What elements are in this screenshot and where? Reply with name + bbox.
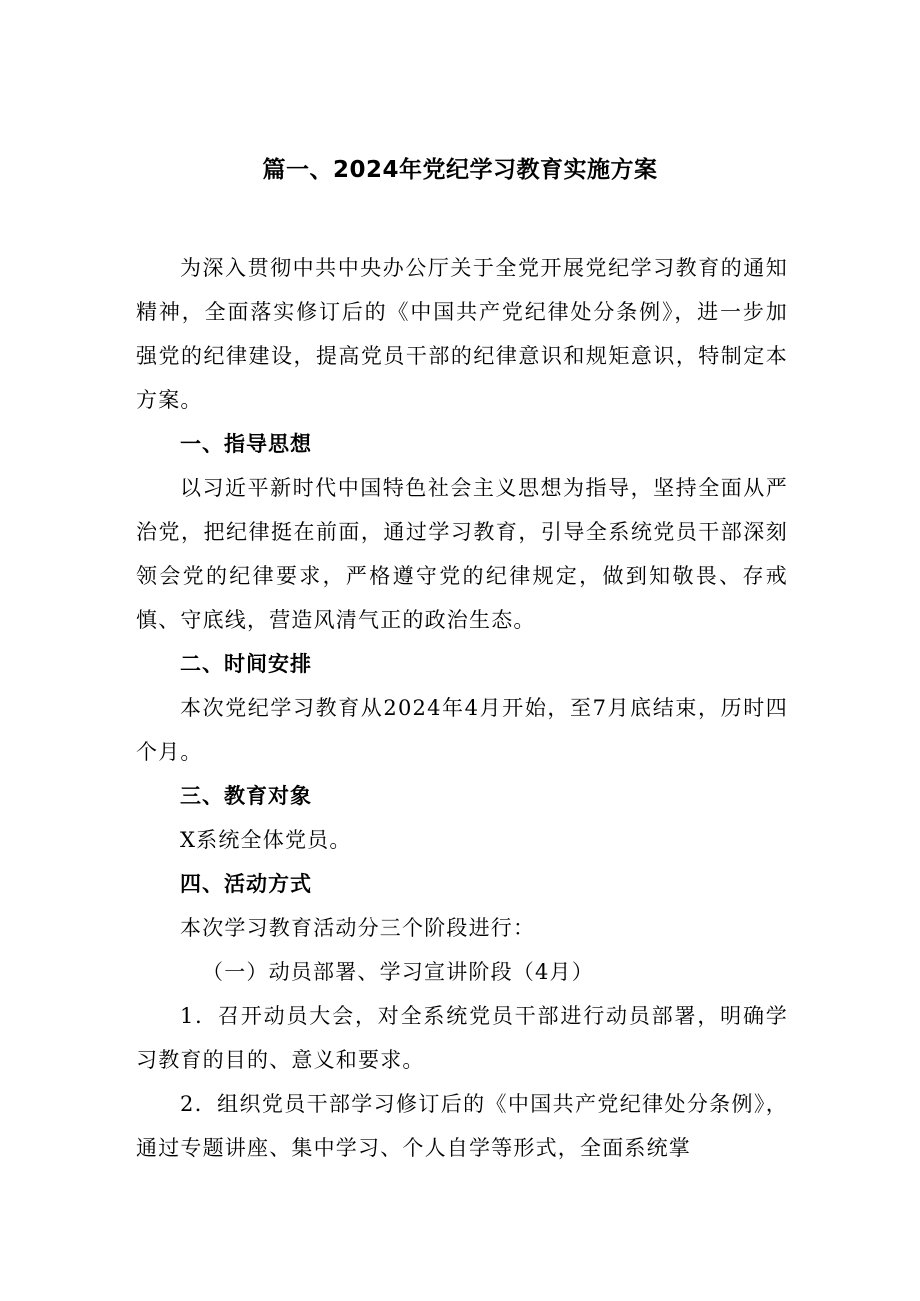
section-heading-activity-method: 四、活动方式 — [180, 872, 312, 896]
document-body — [136, 246, 788, 1170]
section-heading-guiding-ideology: 一、指导思想 — [180, 432, 312, 456]
document-title: 篇一、2024年党纪学习教育实施方案 — [262, 157, 658, 183]
intro-paragraph: 为深入贯彻中共中央办公厅关于全党开展党纪学习教育的通知精神，全面落实修订后的《中国共产党纪律处分条例》，进一步加强党的纪律建设，提高党员干部的纪律意识和规矩意识，特制定本方案。 — [136, 256, 788, 412]
section-heading-schedule: 二、时间安排 — [180, 652, 312, 676]
stage-one-heading: （一）动员部署、学习宣讲阶段（4月） — [202, 960, 594, 984]
stage-one-item: 2．组织党员干部学习修订后的《中国共产党纪律处分条例》，通过专题讲座、集中学习、个人自学等形式，全面系统掌 — [136, 1092, 788, 1160]
section-heading-target-audience: 三、教育对象 — [180, 784, 312, 808]
section-text-schedule: 本次党纪学习教育从2024年4月开始，至7月底结束，历时四个月。 — [136, 696, 788, 764]
section-text-activity-method: 本次学习教育活动分三个阶段进行： — [180, 916, 536, 940]
section-text-guiding-ideology: 以习近平新时代中国特色社会主义思想为指导，坚持全面从严治党，把纪律挺在前面，通过学习教育，引导全系统党员干部深刻领会党的纪律要求，严格遵守党的纪律规定，做到知敬畏、存戒慎、守底线，营造风清气正的政治生态。 — [136, 476, 788, 632]
section-text-target-audience: X系统全体党员。 — [180, 828, 352, 852]
stage-one-item: 1．召开动员大会，对全系统党员干部进行动员部署，明确学习教育的目的、意义和要求。 — [136, 1004, 788, 1072]
